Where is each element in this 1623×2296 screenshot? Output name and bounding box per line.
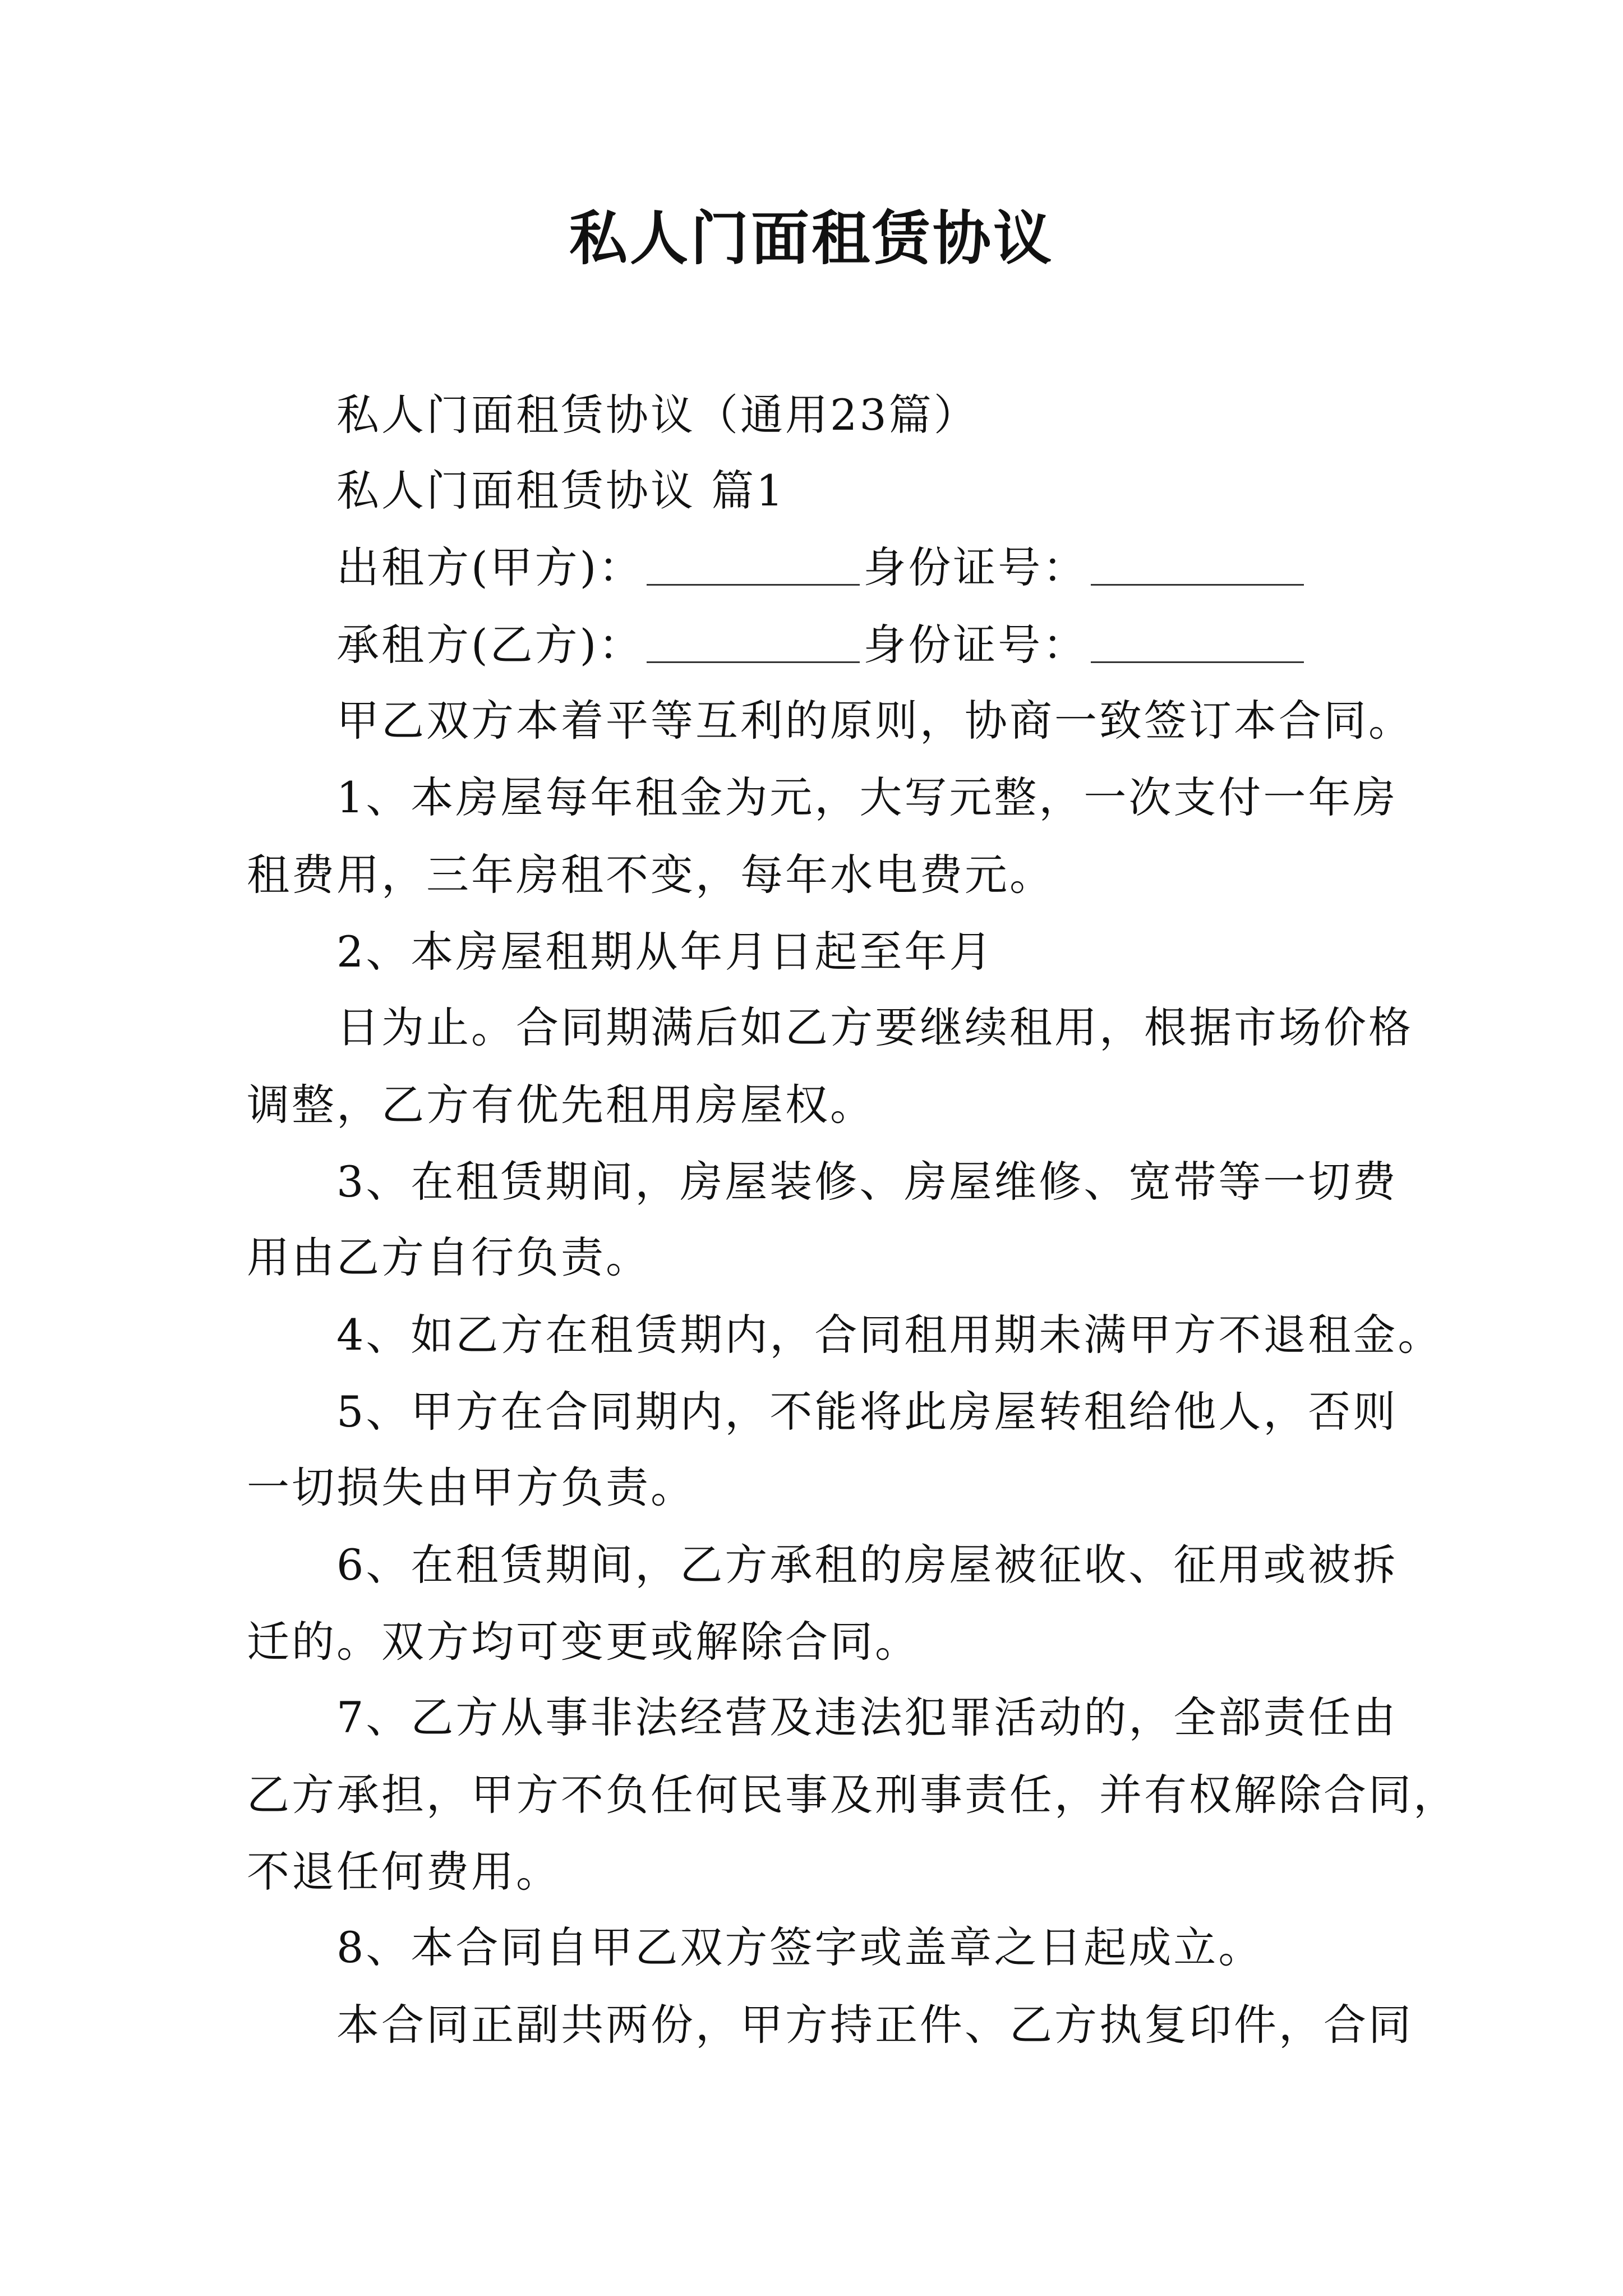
paragraph-line: 4、如乙方在租赁期内，合同租用期未满甲方不退租金。 (336, 1310, 1443, 1360)
lessor-label: 出租方(甲方)： (336, 542, 644, 592)
paragraph-line: 一切损失由甲方负责。 (247, 1462, 695, 1512)
lessor-id-blank (1091, 545, 1304, 586)
paragraph-line: 3、在租赁期间，房屋装修、房屋维修、宽带等一切费 (336, 1157, 1398, 1207)
paragraph-line: 迁的。双方均可变更或解除合同。 (247, 1617, 920, 1667)
lessee-id-blank (1091, 622, 1304, 663)
paragraph-line: 租费用，三年房租不变，每年水电费元。 (247, 850, 1054, 900)
lessor-row (336, 540, 1307, 596)
document-subtitle: 私人门面租赁协议（通用23篇） (336, 390, 979, 440)
section-heading: 私人门面租赁协议 篇1 (336, 466, 786, 516)
paragraph-line: 调整，乙方有优先租用房屋权。 (247, 1080, 875, 1130)
paragraph-line: 7、乙方从事非法经营及违法犯罪活动的，全部责任由 (336, 1692, 1398, 1742)
paragraph-line: 5、甲方在合同期内，不能将此房屋转租给他人，否则 (336, 1387, 1398, 1437)
lessee-row (336, 617, 1307, 673)
paragraph-line: 用由乙方自行负责。 (247, 1232, 651, 1282)
paragraph-line: 本合同正副共两份，甲方持正件、乙方执复印件，合同 (336, 2000, 1413, 2050)
page-title: 私人门面租赁协议 (569, 204, 1054, 273)
lessee-name-blank (647, 622, 860, 663)
lessee-id-label: 身份证号： (863, 620, 1088, 670)
paragraph-line: 甲乙双方本着平等互利的原则，协商一致签订本合同。 (336, 696, 1413, 746)
lessor-id-label: 身份证号： (863, 542, 1088, 592)
paragraph-line: 乙方承担，甲方不负任何民事及刑事责任，并有权解除合同， (247, 1770, 1458, 1820)
paragraph-line: 1、本房屋每年租金为元，大写元整，一次支付一年房 (336, 772, 1398, 822)
paragraph-line: 2、本房屋租期从年月日起至年月 (336, 927, 994, 977)
paragraph-line: 不退任何费用。 (247, 1847, 561, 1897)
paragraph-line: 8、本合同自甲乙双方签字或盖章之日起成立。 (336, 1922, 1264, 1972)
lessee-label: 承租方(乙方)： (336, 620, 644, 670)
paragraph-line: 6、在租赁期间，乙方承租的房屋被征收、征用或被拆 (336, 1540, 1398, 1590)
lessor-name-blank (647, 545, 860, 586)
paragraph-line: 日为止。合同期满后如乙方要继续租用，根据市场价格 (336, 1002, 1413, 1052)
